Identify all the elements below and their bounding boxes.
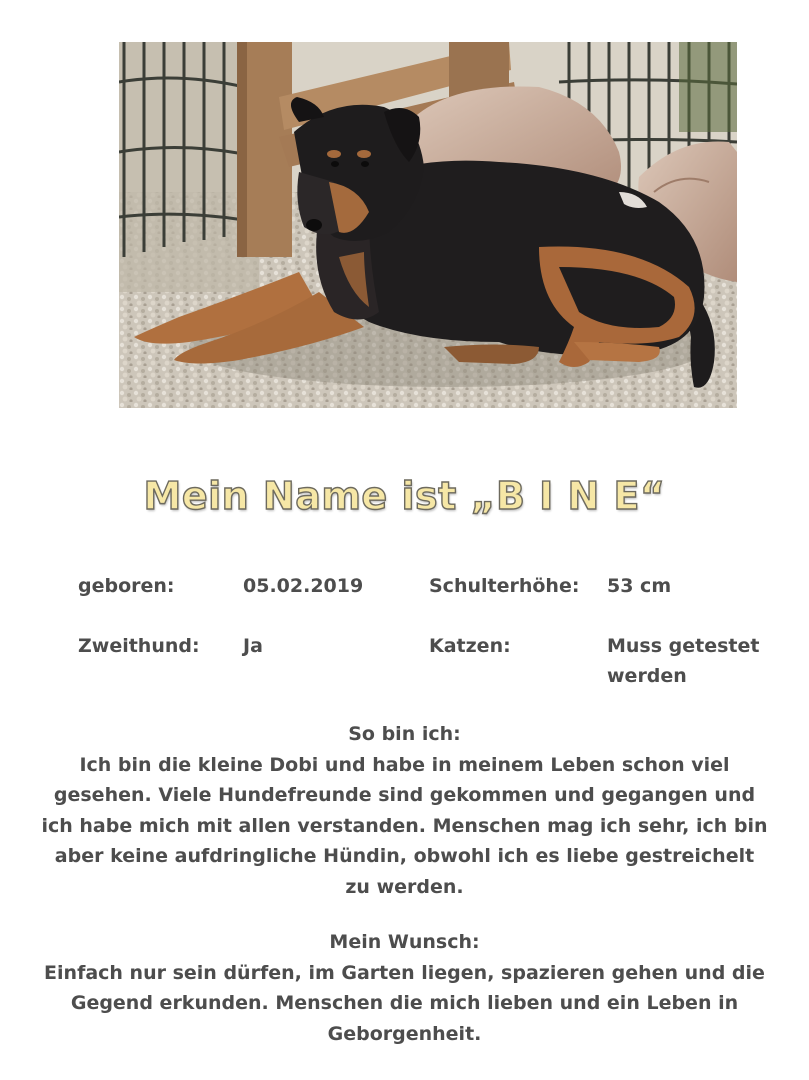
about-text: Ich bin die kleine Dobi und habe in meinem Leben schon viel gesehen. Viele Hundefreunde sind gekommen und gegangen und ich habe mich mit allen verstanden. Menschen mag ich sehr, ich bin aber keine aufdringliche Hündin, obwohl ich es liebe gestreichelt zu werden. (41, 753, 768, 898)
page-title: Mein Name ist „B I N E“ (143, 474, 666, 518)
second-dog-value: Ja (243, 635, 263, 657)
dog-photo (119, 42, 737, 408)
height-value: 53 cm (607, 575, 672, 597)
second-dog-label: Zweithund: (78, 635, 200, 657)
wish-text: Einfach nur sein dürfen, im Garten liegen, spazieren gehen und die Gegend erkunden. Menschen die mich lieben und ein Leben in Geborgenheit. (44, 961, 765, 1045)
wish-section (40, 927, 769, 1049)
height-label: Schulterhöhe: (429, 575, 580, 597)
born-value: 05.02.2019 (243, 575, 364, 597)
wish-heading: Mein Wunsch: (329, 931, 480, 953)
born-label: geboren: (78, 575, 175, 597)
about-heading: So bin ich: (348, 723, 461, 745)
about-section (40, 719, 769, 902)
cats-label: Katzen: (429, 635, 511, 657)
cats-value-line1: Muss getestet (607, 635, 760, 657)
cats-value-line2: werden (607, 665, 687, 687)
